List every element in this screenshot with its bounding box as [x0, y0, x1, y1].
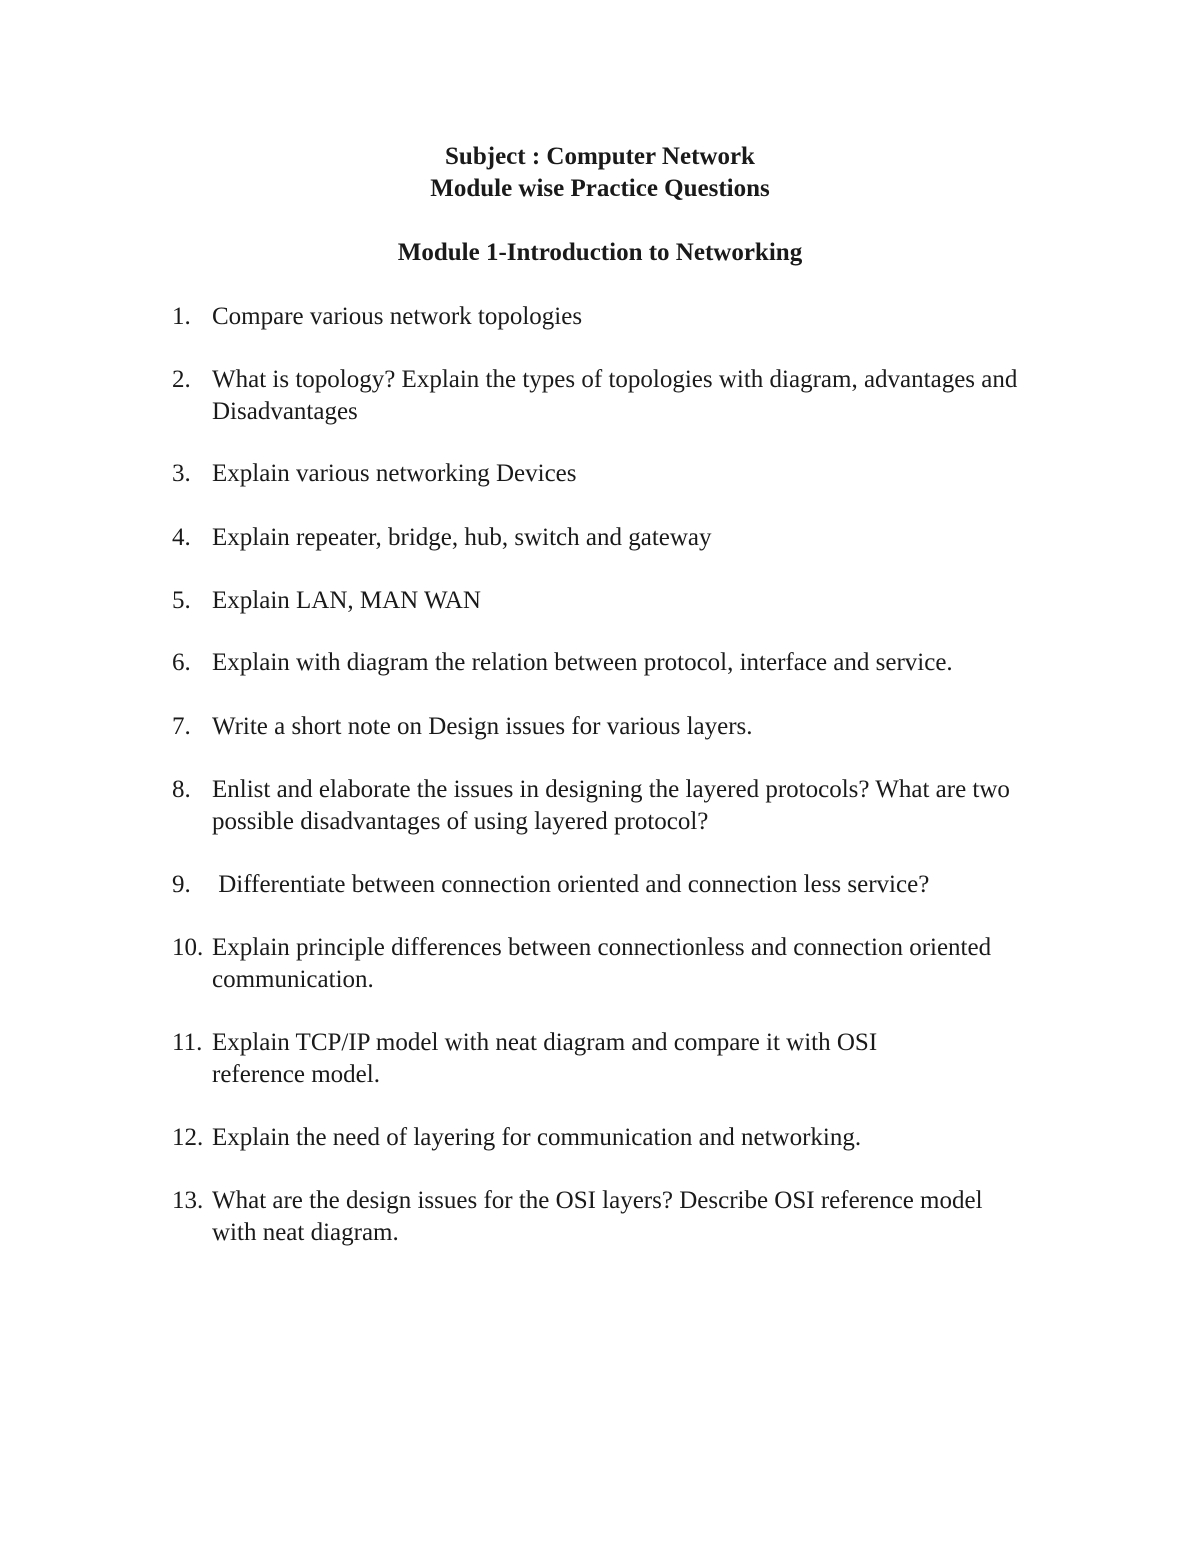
question-text: Compare various network topologies: [212, 303, 583, 330]
subject-heading: Subject : Computer Network: [445, 143, 755, 170]
question-text: Explain with diagram the relation between protocol, interface and service.: [212, 649, 953, 676]
question-number: 1.: [172, 303, 191, 330]
question-text: Explain the need of layering for communication and networking.: [212, 1124, 862, 1151]
question-text: Explain various networking Devices: [212, 460, 577, 487]
question-text: Enlist and elaborate the issues in designing the layered protocols? What are two possible disadvantages of using layered protocol?: [212, 776, 1010, 835]
module-title: Module 1-Introduction to Networking: [397, 239, 803, 266]
question-text: What are the design issues for the OSI layers? Describe OSI reference model with neat diagram.: [212, 1187, 983, 1246]
question-text: Write a short note on Design issues for various layers.: [212, 713, 753, 740]
question-text: Differentiate between connection oriented and connection less service?: [212, 871, 930, 898]
question-number: 10.: [172, 934, 204, 961]
question-number: 11.: [172, 1029, 203, 1056]
question-text: What is topology? Explain the types of topologies with diagram, advantages and Disadvantages: [212, 366, 1018, 425]
question-text: Explain principle differences between connectionless and connection oriented communication.: [212, 934, 992, 993]
question-number: 12.: [172, 1124, 204, 1151]
question-number: 6.: [172, 649, 191, 676]
question-number: 5.: [172, 587, 191, 614]
question-text: Explain LAN, MAN WAN: [212, 587, 481, 614]
document-subtitle: Module wise Practice Questions: [430, 175, 770, 202]
question-text: Explain TCP/IP model with neat diagram and compare it with OSI reference model.: [212, 1029, 878, 1088]
question-number: 13.: [172, 1187, 204, 1214]
question-number: 3.: [172, 460, 191, 487]
question-number: 2.: [172, 366, 191, 393]
question-number: 8.: [172, 776, 191, 803]
question-number: 7.: [172, 713, 191, 740]
question-text: Explain repeater, bridge, hub, switch and gateway: [212, 524, 712, 551]
question-number: 9.: [172, 871, 191, 898]
question-number: 4.: [172, 524, 191, 551]
